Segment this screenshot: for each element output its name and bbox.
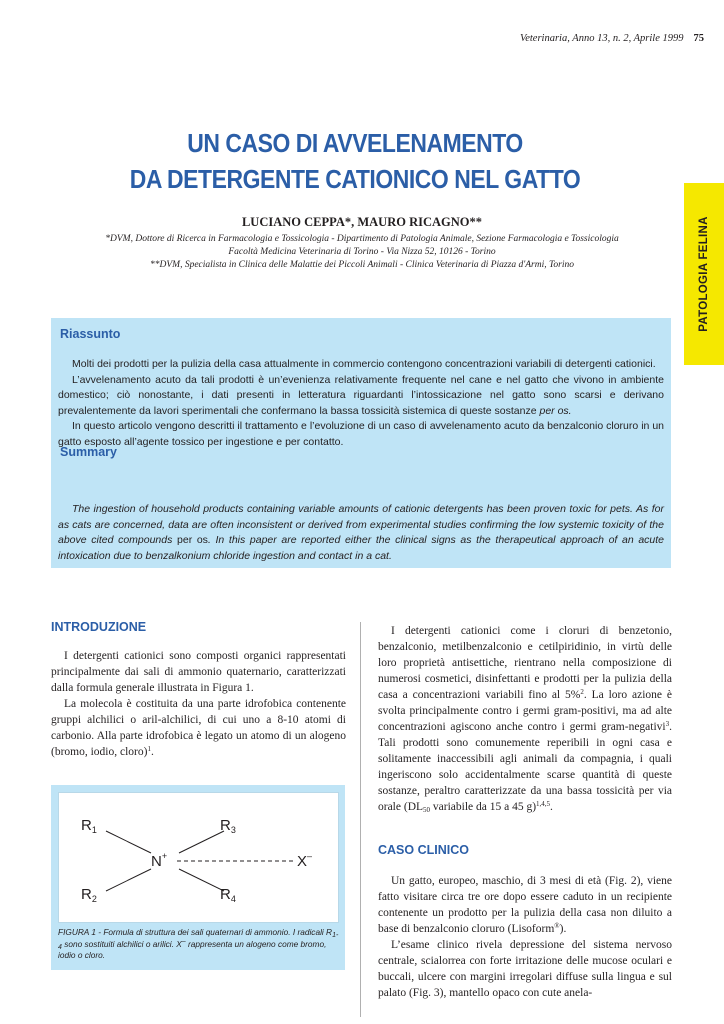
nitrogen-label: N+: [151, 851, 168, 870]
body-paragraph: L’esame clinico rivela depressione del sistema nervoso centrale, scialorrea con forte irritazione delle mucose oculari e buccali, ulcere con margini irregolari diffuse sulla lingua e sul palato (Fig. 3), mantello opaco con cute anela-: [378, 939, 672, 999]
page-number: 75: [693, 33, 704, 44]
body-paragraph: La molecola è costituita da una parte idrofobica contenente gruppi alchilici o aril-alchilici, di cui uno a 8-10 atomi di carbonio. Alla parte idrofobica è legato un atomo di un alogeno (bromo, iodio, cloro)$^1$.: [51, 698, 346, 758]
bond-r3: [179, 831, 224, 853]
citation-ref: 1: [147, 745, 151, 753]
bond-r2: [106, 869, 151, 891]
figure-1: [51, 785, 345, 970]
r1-label: $R_1$: [81, 817, 97, 835]
caso-clinico-text: [378, 873, 672, 1001]
side-tab-label: PATOLOGIA FELINA: [698, 216, 710, 332]
abstract-box: [51, 318, 671, 568]
introduzione-heading: INTRODUZIONE: [51, 620, 147, 634]
bond-r4: [179, 869, 224, 891]
body-paragraph: I detergenti cationici sono composti organici rappresentati principalmente dai sali di ammonio quaternario, caratterizzati dalla formula generale illustrata in Figura 1.: [51, 650, 346, 694]
right-column-text: [378, 623, 672, 815]
riassunto-paragraph: Molti dei prodotti per la pulizia della casa attualmente in commercio contengono concentrazioni variabili di detergenti cationici.: [72, 358, 656, 370]
right-column: [378, 623, 672, 1001]
caso-clinico-heading: CASO CLINICO: [378, 843, 469, 857]
journal-citation: Veterinaria, Anno 13, n. 2, Aprile 1999: [519, 33, 684, 44]
affiliation-3: **DVM, Specialista in Clinica delle Malattie dei Piccoli Animali - Clinica Veterinaria di Piazza d'Armi, Torino: [150, 260, 574, 270]
affiliation-2: Facoltà Medicina Veterinaria di Torino - Via Nizza 52, 10126 - Torino: [228, 247, 496, 257]
summary-paragraph: The ingestion of household products containing variable amounts of cationic detergents has been proven toxic for pets. As for as cats are concerned, data are often inconsistent or derived from experimental studies confirming the low systemic toxicity of the above cited compounds per os. In this paper are reported either the clinical signs as the therapeutical approach of an acute intoxication due to benzalkonium chloride ingestion and contact in a cat.: [58, 503, 665, 562]
title-line-2: DA DETERGENTE CATIONICO NEL GATTO: [129, 166, 581, 194]
introduzione-text: [51, 648, 346, 760]
column-divider: [360, 622, 361, 1017]
section-side-tab: [684, 183, 724, 365]
riassunto-paragraph: L’avvelenamento acuto da tali prodotti è un’evenienza relativamente frequente nel cane e nel gatto che vivono in ambiente domestico; ciò nonostante, i dati presenti in letteratura riguardanti l’intossicazione nel gatto sono scarsi e derivano prevalentemente da lavori sperimentali che confermano la bassa tossicità sistemica di queste sostanze per os.: [58, 373, 664, 417]
authors: LUCIANO CEPPA*, MAURO RICAGNO**: [241, 215, 483, 229]
figure-1-caption: FIGURA 1 - Formula di struttura dei sali quaternari di ammonio. I radicali $R_{1-4}$ sono sostituiti alchilici o arilici. X– rappresenta un alogeno come bromo, iodio o cloro.: [58, 927, 339, 960]
bond-r1: [106, 831, 151, 853]
running-header: [520, 33, 704, 44]
structural-formula-diagram: [58, 792, 339, 923]
halide-label: X–: [297, 851, 313, 870]
title-line-1: UN CASO DI AVVELENAMENTO: [187, 130, 523, 158]
summary-text: [58, 502, 664, 564]
formula-bonds: [59, 793, 338, 922]
r4-label: $R_4$: [220, 886, 236, 904]
riassunto-paragraph: In questo articolo vengono descritti il trattamento e l’evoluzione di un caso di avvelenamento acuto da benzalconio cloruro in un gatto esposto all’agente tossico per ingestione e per contatto.: [58, 420, 664, 448]
body-paragraph: Un gatto, europeo, maschio, di 3 mesi di età (Fig. 2), viene fatto visitare circa tre ore dopo essere caduto in un recipiente contenente un prodotto per la pulizia della casa non diluito a base di benzalconio cloruro (Lisoform®).: [378, 875, 672, 935]
riassunto-text: [58, 357, 664, 450]
body-paragraph: I detergenti cationici come i cloruri di benzetonio, benzalconio, metilbenzalconio e cetilpiridinio, in virtù delle loro proprietà antisettiche, rientrano nella composizione di numerosi cosmetici, disinfettanti e prodotti per la pulizia della casa a concentrazioni variabili fino al 5%$^2$. La loro azione è svolta principalmente contro i germi gram-positivi, ma ad alte concentrazioni agiscono anche contro i germi gram-negativi$^3$. Tali prodotti sono comunemente reperibili in ogni casa e solitamente inaccessibili agli animali da compagnia, i quali ingeriscono solo accidentalmente scarse quantità di queste sostanze, peraltro caratterizzate da una bassa tossicità per via orale ($DL_{50}$ variabile da 15 a 45 g)$^{1,4,5}$.: [378, 625, 673, 814]
summary-heading: Summary: [60, 445, 117, 459]
riassunto-heading: Riassunto: [60, 327, 121, 341]
r3-label: $R_3$: [220, 817, 236, 835]
r2-label: $R_2$: [81, 886, 97, 904]
left-column: [51, 620, 346, 760]
affiliation-1: *DVM, Dottore di Ricerca in Farmacologia e Tossicologia - Dipartimento di Patologia Animale, Sezione Farmacologia e Tossicologia: [105, 234, 619, 244]
article-title: [63, 126, 648, 198]
